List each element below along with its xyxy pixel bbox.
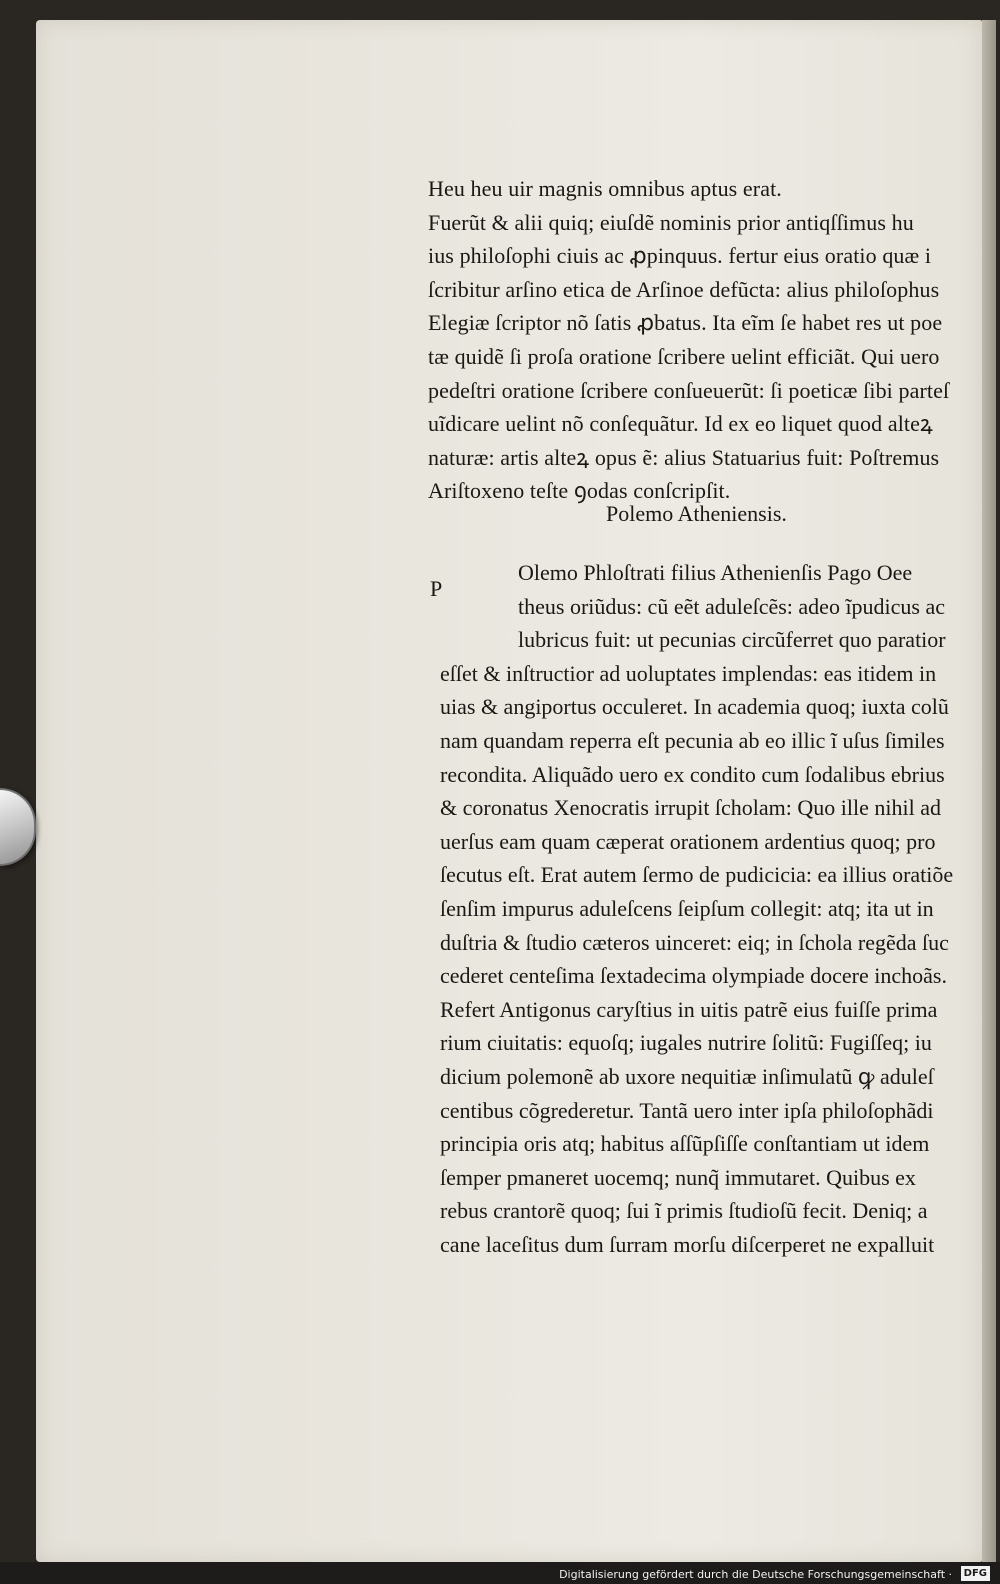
text-line: Fuerũt & alii quiq; eiuſdẽ nominis prior antiqſſimus hu [428, 209, 914, 235]
upper-text-block [428, 172, 968, 508]
text-line: Olemo Phloſtrati filius Athenienſis Pago Oee [518, 560, 913, 585]
text-line: Elegiæ ſcriptor nõ ſatis ꝓbatus. Ita eĩm ſe habet res ut poe [428, 310, 943, 336]
text-line: naturæ: artis alteꝝ opus ẽ: alius Statuarius fuit: Poſtremus [428, 444, 940, 470]
text-line: centibus cõgrederetur. Tantã uero inter ipſa philoſophãdi [440, 1097, 934, 1123]
text-line: Ariſtoxeno teſte ꝯodas conſcripſit. [428, 478, 731, 504]
text-line: duſtria & ſtudio cæteros uinceret: eiq; in ſchola regẽda ſuc [440, 929, 949, 955]
dfg-logo: DFG [961, 1566, 990, 1581]
text-line: ſemper pmaneret uocemq; nunq̃ immutaret. Quibus ex [440, 1164, 916, 1190]
text-line: ſenſim impurus adulеſcens ſeipſum collegit: atq; ita ut in [440, 895, 934, 921]
text-line: uĩdicare uelint nõ conſequãtur. Id ex eo liquet quod alteꝝ [428, 411, 933, 437]
text-line: theus oriũdus: cũ eẽt adulеſcẽs: adeo ĩpudicus ac [518, 593, 946, 619]
footer-bar [0, 1562, 1000, 1584]
text-line: lubricus fuit: ut pecunias circũferret quo paratior [518, 627, 946, 653]
text-line: nam quandam reperra eſt pecunia ab eo illic ĩ uſus ſimiles [440, 727, 945, 753]
text-line: ius philoſophi ciuis ac ꝓpinquus. fertur eius oratio quæ i [428, 243, 932, 269]
text-line: cane laceſitus dum ſurram morſu diſcerperet ne expalluit [440, 1231, 935, 1257]
text-line: rium ciuitatis: equoſq; iugales nutrire ſolitũ: Fugiſſeq; iu [440, 1030, 932, 1056]
text-line: pedeſtri oratione ſcribere conſueuerũt: ſi poeticæ ſibi parteſ [428, 377, 950, 403]
page-clip [0, 788, 36, 866]
text-line: dicium polemonẽ ab uxore nequitiæ inſimulatũ ꝙ adulеſ [440, 1063, 934, 1089]
text-line: ſcribitur arſino etica de Arſinoe defũcta: alius philoſophus [428, 276, 940, 302]
text-line: Heu heu uir magnis omnibus aptus erat. [428, 176, 782, 201]
text-line: uias & angiportus occuleret. In academia quoq; iuxta colũ [440, 694, 949, 720]
text-line: principia oris atq; habitus aſſũpſiſſe conſtantiam ut idem [440, 1131, 930, 1157]
body-text-block [440, 556, 968, 1261]
drop-initial: P [430, 576, 443, 601]
text-line: uerſus eam quam cæperat orationem ardentius quoq; pro [440, 828, 936, 854]
text-line: & coronatus Xenocratis irrupit ſcholam: Quo ille nihil ad [440, 795, 941, 821]
page-edge [982, 20, 996, 1562]
text-line: tæ quidẽ ſi proſa oratione ſcribere uelint efficiãt. Qui uero [428, 343, 940, 369]
text-line: Refert Antigonus caryſtius in uitis patrẽ eius fuiſſe prima [440, 996, 938, 1022]
text-line: recondita. Aliquãdo uero ex condito cum ſodalibus ebrius [440, 761, 945, 787]
text-line: rebus crantorẽ quoq; ſui ĩ primis ſtudioſũ fecit. Deniq; a [440, 1198, 928, 1224]
text-line: eſſet & inſtructior ad uoluptates implendas: eas itidem in [440, 660, 937, 686]
section-heading: Polemo Atheniensis. [606, 501, 787, 526]
footer-credit: Digitalisierung gefördert durch die Deutsche Forschungsgemeinschaft · [559, 1568, 952, 1581]
text-line: ſecutus eſt. Erat autem ſermo de pudicicia: ea illius oratiõe [440, 862, 954, 888]
text-line: cederet centeſima ſextadecima olympiade docere inchoãs. [440, 963, 947, 989]
